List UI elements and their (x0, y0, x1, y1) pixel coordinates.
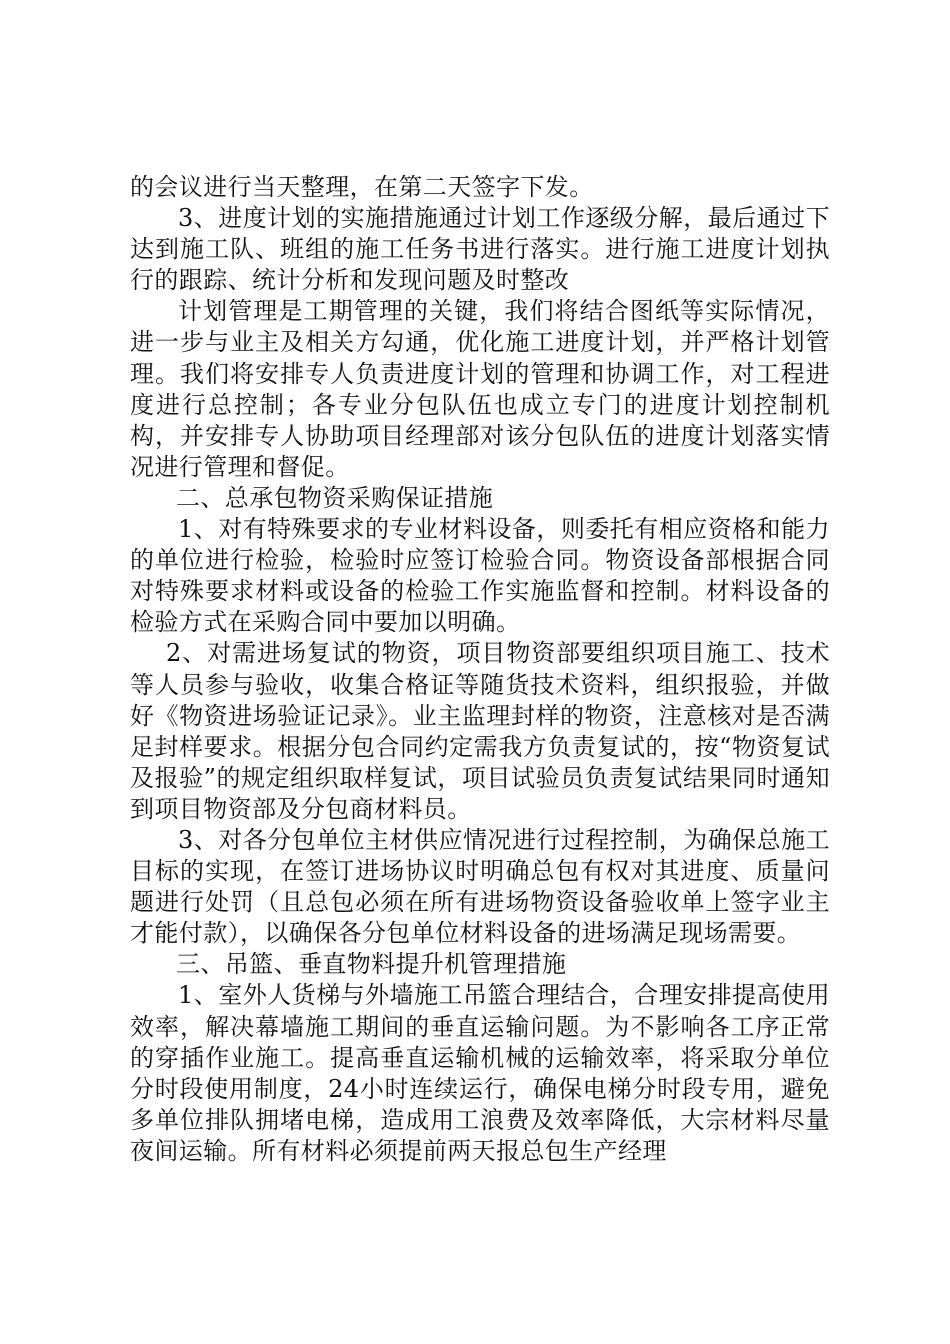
paragraph-meeting-note: 的会议进行当天整理，在第二天签字下发。 (130, 173, 594, 201)
paragraph-hoist-coordination: 1、室外人货梯与外墙施工吊篮合理结合，合理安排提高使用效率，解决幕墙施工期间的垂直运输问题。为不影响各工序正常的穿插作业施工。提高垂直运输机械的运输效率，将采取分单位分时段使用制度，24小时连续运行，确保电梯分时段专用，避免多单位排队拥堵电梯，造成用工浪费及效率降低，大宗材料尽量夜间运输。所有材料必须提前两天报总包生产经理 (130, 981, 830, 1165)
paragraph-subcontractor-control: 3、对各分包单位主材供应情况进行过程控制，为确保总施工目标的实现，在签订进场协议时明确总包有权对其进度、质量问题进行处罚（且总包必须在所有进场物资设备验收单上签字业主才能付款），以确保各分包单位材料设备的进场满足现场需要。 (130, 825, 830, 948)
document-body (130, 172, 830, 1167)
paragraph-plan-management: 计划管理是工期管理的关键，我们将结合图纸等实际情况，进一步与业主及相关方勾通，优化施工进度计划，并严格计划管理。我们将安排专人负责进度计划的管理和协调工作，对工程进度进行总控制；各专业分包队伍也成立专门的进度计划控制机构，并安排专人协助项目经理部对该分包队伍的进度计划落实情况进行管理和督促。 (130, 297, 830, 481)
section-heading-hoist-management: 三、吊篮、垂直物料提升机管理措施 (176, 950, 567, 979)
paragraph-schedule-implementation: 3、进度计划的实施措施通过计划工作逐级分解，最后通过下达到施工队、班组的施工任务书进行落实。进行施工进度计划执行的跟踪、统计分析和发现问题及时整改 (130, 204, 830, 295)
paragraph-retest-materials: 2、对需进场复试的物资，项目物资部要组织项目施工、技术等人员参与验收，收集合格证等随货技术资料，组织报验，并做好《物资进场验证记录》。业主监理封样的物资，注意核对是否满足封样要求。根据分包合同约定需我方负责复试的，按“物资复试及报验”的规定组织取样复试，项目试验员负责复试结果同时通知到项目物资部及分包商材料员。 (130, 639, 830, 823)
paragraph-special-materials: 1、对有特殊要求的专业材料设备，则委托有相应资格和能力的单位进行检验，检验时应签订检验合同。物资设备部根据合同对特殊要求材料或设备的检验工作实施监督和控制。材料设备的检验方式在采购合同中要加以明确。 (130, 515, 830, 637)
section-heading-procurement: 二、总承包物资采购保证措施 (176, 483, 494, 512)
